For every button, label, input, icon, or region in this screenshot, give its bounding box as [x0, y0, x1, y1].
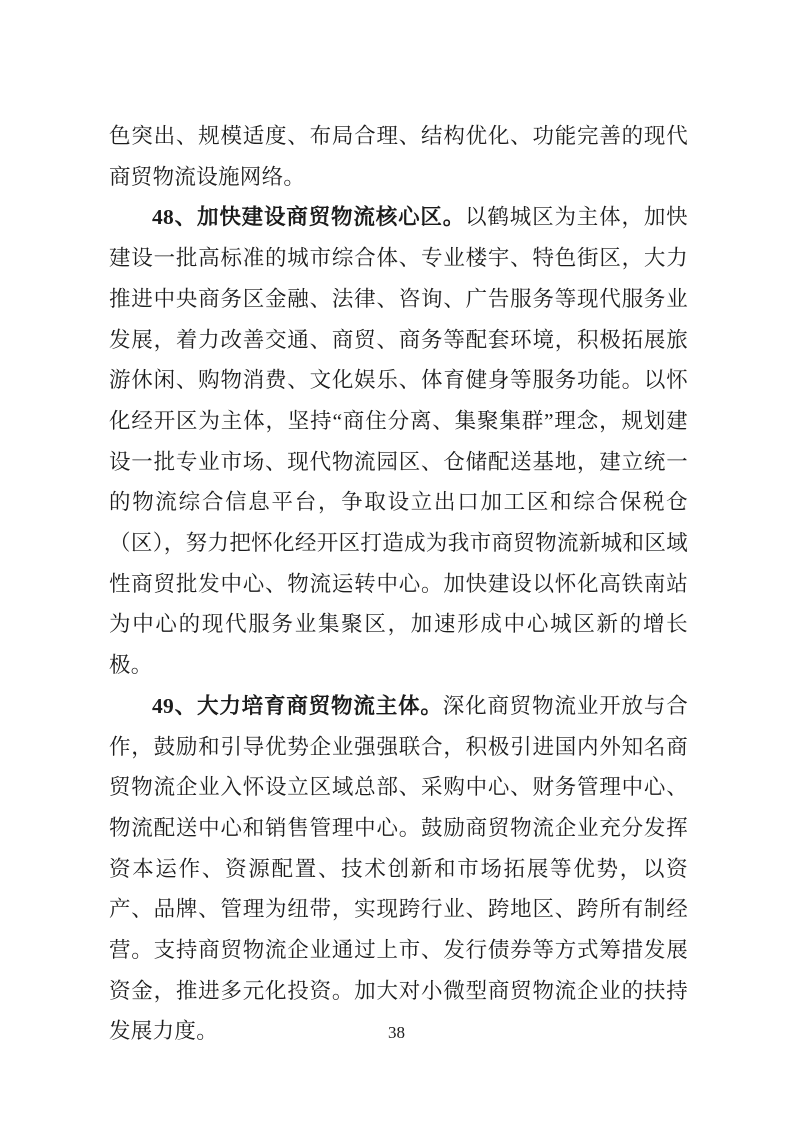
continuation-paragraph: [109, 116, 688, 197]
section-49-heading: 49、大力培育商贸物流主体。: [152, 693, 443, 718]
section-49-paragraph: [109, 686, 688, 1052]
paragraph-text: 色突出、规模适度、布局合理、结构优化、功能完善的现代商贸物流设施网络。: [109, 124, 688, 189]
section-48-paragraph: [109, 197, 688, 685]
document-body: [109, 116, 688, 1052]
paragraph-text: 以鹤城区为主体，加快建设一批高标准的城市综合体、专业楼宇、特色街区，大力推进中央商务区金融、法律、咨询、广告服务等现代服务业发展，着力改善交通、商贸、商务等配套环境，积极拓展旅游休闲、购物消费、文化娱乐、体育健身等服务功能。以怀化经开区为主体，坚持“商住分离、集聚集群”理念，规划建设一批专业市场、现代物流园区、仓储配送基地，建立统一的物流综合信息平台，争取设立出口加工区和综合保税仓（区），努力把怀化经开区打造成为我市商贸物流新城和区域性商贸批发中心、物流运转中心。加快建设以怀化高铁南站为中心的现代服务业集聚区，加速形成中心城区新的增长极。: [109, 205, 688, 678]
page-number: 38: [388, 1023, 405, 1042]
section-48-heading: 48、加快建设商贸物流核心区。: [152, 205, 466, 230]
paragraph-text: 深化商贸物流业开放与合作，鼓励和引导优势企业强强联合，积极引进国内外知名商贸物流企业入怀设立区域总部、采购中心、财务管理中心、物流配送中心和销售管理中心。鼓励商贸物流企业充分发挥资本运作、资源配置、技术创新和市场拓展等优势，以资产、品牌、管理为纽带，实现跨行业、跨地区、跨所有制经营。支持商贸物流企业通过上市、发行债券等方式筹措发展资金，推进多元化投资。加大对小微型商贸物流企业的扶持发展力度。: [109, 693, 688, 1044]
